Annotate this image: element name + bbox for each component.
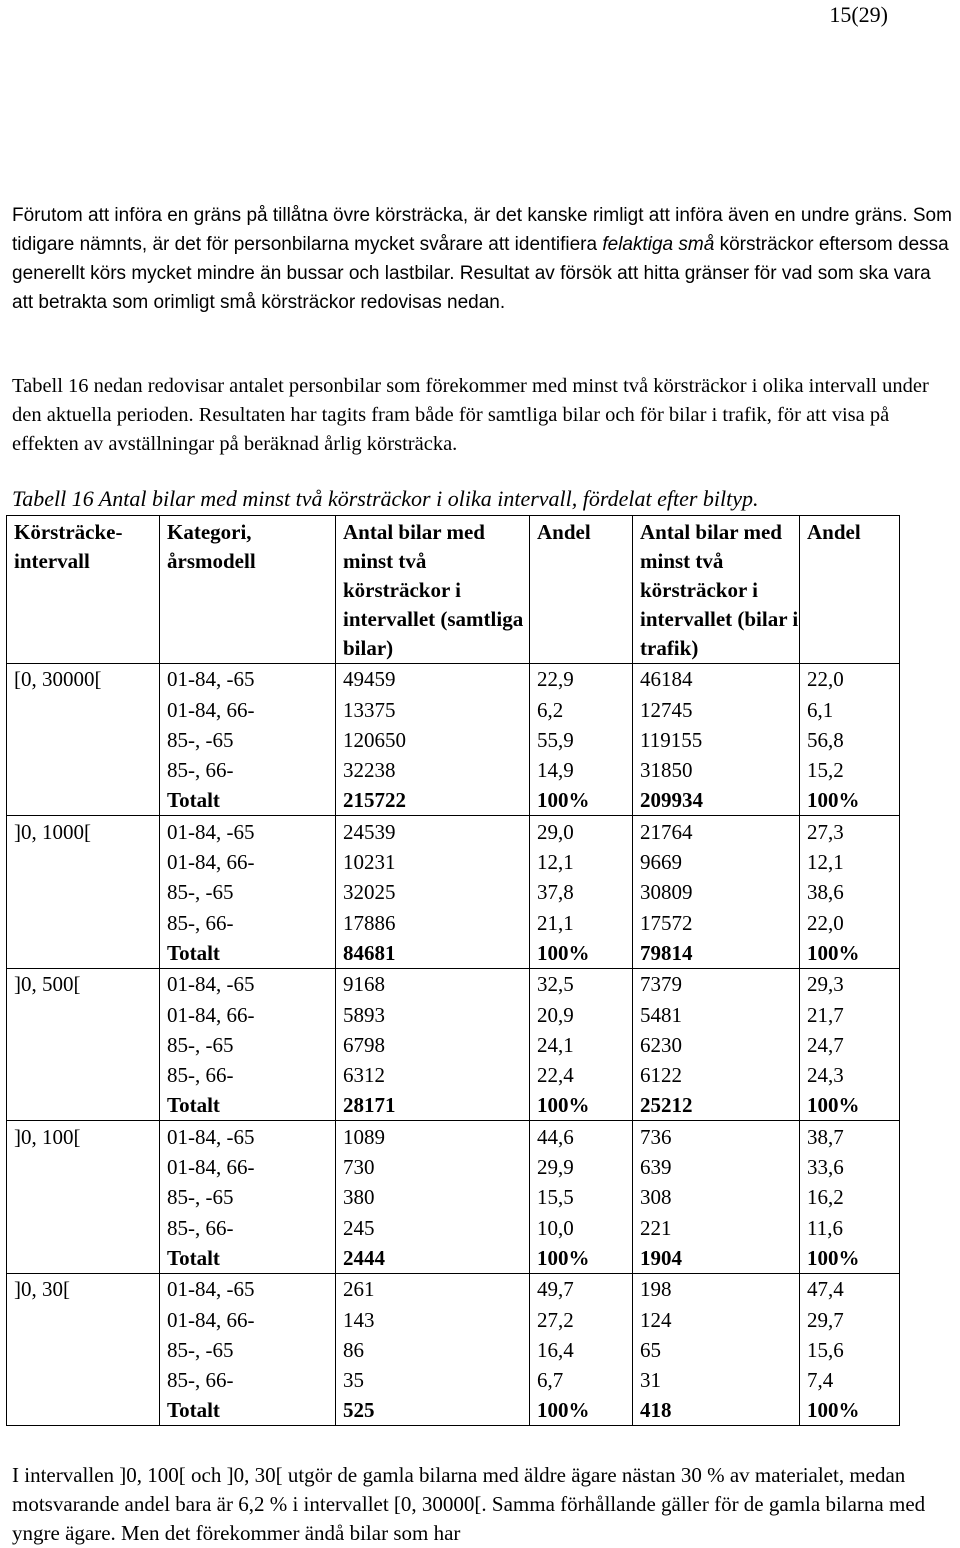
count-all-cell: 9168: [336, 968, 530, 999]
share-all-cell: 10,0: [530, 1212, 633, 1242]
count-traffic-cell: 7379: [633, 968, 800, 999]
category-cell: 85-, -65: [160, 1335, 336, 1365]
share-traffic-cell: 38,7: [800, 1121, 900, 1152]
interval-cell: [7, 1182, 160, 1212]
count-all-cell: 35: [336, 1365, 530, 1395]
interval-cell: [7, 1152, 160, 1182]
category-cell: 85-, -65: [160, 877, 336, 907]
category-cell: 85-, -65: [160, 1030, 336, 1060]
count-all-cell: 86: [336, 1335, 530, 1365]
count-traffic-cell: 6230: [633, 1030, 800, 1060]
share-all-cell: 44,6: [530, 1121, 633, 1152]
table-body: [7, 664, 900, 1426]
share-traffic-cell: 27,3: [800, 816, 900, 847]
interval-cell: ]0, 500[: [7, 968, 160, 999]
share-traffic-cell: 100%: [800, 938, 900, 969]
table-row: [7, 968, 900, 999]
share-traffic-cell: 100%: [800, 1243, 900, 1274]
count-traffic-cell: 308: [633, 1182, 800, 1212]
share-traffic-cell: 100%: [800, 1395, 900, 1426]
share-all-cell: 100%: [530, 1395, 633, 1426]
category-cell: 01-84, 66-: [160, 847, 336, 877]
intro-italic-text: felaktiga små: [602, 234, 715, 255]
count-all-cell: 525: [336, 1395, 530, 1426]
share-all-cell: 14,9: [530, 755, 633, 785]
table-description-paragraph: Tabell 16 nedan redovisar antalet personbilar som förekommer med minst två körsträckor i olika intervall under den aktuella perioden. Resultaten har tagits fram både för samtliga bilar och för bilar i trafik, för att visa på effekten av avställningar på beräknad årlig körsträcka.: [12, 375, 929, 455]
share-traffic-cell: 21,7: [800, 999, 900, 1029]
count-all-cell: 24539: [336, 816, 530, 847]
header-share-traffic: Andel: [800, 516, 900, 664]
table-row: [7, 938, 900, 969]
interval-cell: [7, 1030, 160, 1060]
share-all-cell: 55,9: [530, 725, 633, 755]
table-row: [7, 816, 900, 847]
table-row: [7, 1273, 900, 1304]
table-row: [7, 1121, 900, 1152]
intro-text-part2: körsträckor eftersom dessa generellt körs mycket mindre än bussar och lastbilar. Resultat av försök att hitta gränser för vad som ska vara att betrakta som orimligt små körsträckor redovisas nedan.: [12, 234, 949, 313]
share-all-cell: 29,0: [530, 816, 633, 847]
interval-cell: [7, 1365, 160, 1395]
share-all-cell: 100%: [530, 1243, 633, 1274]
count-traffic-cell: 17572: [633, 907, 800, 937]
interval-cell: [7, 938, 160, 969]
table-row: [7, 847, 900, 877]
table-caption: Tabell 16 Antal bilar med minst två körsträckor i olika intervall, fördelat efter biltyp.: [12, 486, 759, 511]
share-all-cell: 6,2: [530, 694, 633, 724]
interval-cell: [7, 847, 160, 877]
count-all-cell: 10231: [336, 847, 530, 877]
table-row: [7, 1212, 900, 1242]
share-traffic-cell: 6,1: [800, 694, 900, 724]
share-traffic-cell: 7,4: [800, 1365, 900, 1395]
interval-cell: [7, 725, 160, 755]
table-row: [7, 1060, 900, 1090]
category-cell: 01-84, 66-: [160, 999, 336, 1029]
count-all-cell: 261: [336, 1273, 530, 1304]
share-traffic-cell: 22,0: [800, 664, 900, 695]
table-row: [7, 1152, 900, 1182]
category-cell: Totalt: [160, 1395, 336, 1426]
table-row: [7, 907, 900, 937]
count-traffic-cell: 198: [633, 1273, 800, 1304]
category-cell: 01-84, -65: [160, 816, 336, 847]
count-traffic-cell: 124: [633, 1304, 800, 1334]
table-row: [7, 999, 900, 1029]
count-traffic-cell: 639: [633, 1152, 800, 1182]
count-traffic-cell: 46184: [633, 664, 800, 695]
category-cell: 85-, 66-: [160, 1365, 336, 1395]
share-traffic-cell: 100%: [800, 785, 900, 816]
count-traffic-cell: 79814: [633, 938, 800, 969]
share-all-cell: 100%: [530, 1090, 633, 1121]
share-traffic-cell: 100%: [800, 1090, 900, 1121]
category-cell: Totalt: [160, 938, 336, 969]
category-cell: 01-84, -65: [160, 968, 336, 999]
table-row: [7, 1335, 900, 1365]
count-all-cell: 49459: [336, 664, 530, 695]
table-row: [7, 755, 900, 785]
interval-cell: [7, 1243, 160, 1274]
intro-paragraph: [12, 201, 952, 317]
count-all-cell: 1089: [336, 1121, 530, 1152]
interval-cell: ]0, 30[: [7, 1273, 160, 1304]
count-traffic-cell: 65: [633, 1335, 800, 1365]
header-interval: Körsträcke-intervall: [7, 516, 160, 664]
intro-text-part1: Förutom att införa en gräns på tillåtna övre körsträcka, är det kanske rimligt att införa även en undre gräns. Som tidigare nämnts, är det för personbilarna mycket svårare att identifiera: [12, 205, 952, 255]
share-traffic-cell: 56,8: [800, 725, 900, 755]
share-all-cell: 22,4: [530, 1060, 633, 1090]
interval-cell: [7, 1212, 160, 1242]
count-all-cell: 6798: [336, 1030, 530, 1060]
share-traffic-cell: 15,2: [800, 755, 900, 785]
count-all-cell: 120650: [336, 725, 530, 755]
count-all-cell: 13375: [336, 694, 530, 724]
interval-cell: [0, 30000[: [7, 664, 160, 695]
category-cell: 01-84, 66-: [160, 1304, 336, 1334]
share-all-cell: 32,5: [530, 968, 633, 999]
table-row: [7, 1030, 900, 1060]
count-traffic-cell: 736: [633, 1121, 800, 1152]
category-cell: 01-84, 66-: [160, 694, 336, 724]
interval-cell: [7, 785, 160, 816]
count-traffic-cell: 21764: [633, 816, 800, 847]
interval-cell: ]0, 100[: [7, 1121, 160, 1152]
share-all-cell: 100%: [530, 938, 633, 969]
count-traffic-cell: 31: [633, 1365, 800, 1395]
table-row: [7, 877, 900, 907]
category-cell: Totalt: [160, 785, 336, 816]
count-all-cell: 32025: [336, 877, 530, 907]
share-all-cell: 6,7: [530, 1365, 633, 1395]
category-cell: 01-84, 66-: [160, 1152, 336, 1182]
count-traffic-cell: 6122: [633, 1060, 800, 1090]
count-traffic-cell: 221: [633, 1212, 800, 1242]
count-traffic-cell: 9669: [633, 847, 800, 877]
share-all-cell: 22,9: [530, 664, 633, 695]
count-traffic-cell: 119155: [633, 725, 800, 755]
count-all-cell: 730: [336, 1152, 530, 1182]
category-cell: Totalt: [160, 1243, 336, 1274]
count-all-cell: 2444: [336, 1243, 530, 1274]
header-share-all: Andel: [530, 516, 633, 664]
share-all-cell: 20,9: [530, 999, 633, 1029]
count-all-cell: 245: [336, 1212, 530, 1242]
share-traffic-cell: 12,1: [800, 847, 900, 877]
count-all-cell: 380: [336, 1182, 530, 1212]
interval-cell: [7, 755, 160, 785]
category-cell: 01-84, -65: [160, 1273, 336, 1304]
count-traffic-cell: 1904: [633, 1243, 800, 1274]
share-all-cell: 12,1: [530, 847, 633, 877]
share-traffic-cell: 11,6: [800, 1212, 900, 1242]
interval-cell: [7, 1395, 160, 1426]
table-row: [7, 1182, 900, 1212]
category-cell: 85-, 66-: [160, 1060, 336, 1090]
count-all-cell: 143: [336, 1304, 530, 1334]
interval-cell: [7, 1335, 160, 1365]
bottom-paragraph: I intervallen ]0, 100[ och ]0, 30[ utgör de gamla bilarna med äldre ägare nästan 30 % av materialet, medan motsvarande andel bara är 6,2 % i intervallet [0, 30000[. Samma förhållande gäller för de gamla bilarna med yngre ägare. Men det förekommer ändå bilar som har: [12, 1463, 926, 1545]
table-row: [7, 1243, 900, 1274]
count-traffic-cell: 209934: [633, 785, 800, 816]
share-traffic-cell: 29,3: [800, 968, 900, 999]
interval-cell: [7, 999, 160, 1029]
share-traffic-cell: 15,6: [800, 1335, 900, 1365]
share-all-cell: 15,5: [530, 1182, 633, 1212]
table-row: [7, 1304, 900, 1334]
share-all-cell: 27,2: [530, 1304, 633, 1334]
table-row: [7, 694, 900, 724]
count-all-cell: 17886: [336, 907, 530, 937]
share-all-cell: 49,7: [530, 1273, 633, 1304]
share-traffic-cell: 22,0: [800, 907, 900, 937]
share-all-cell: 37,8: [530, 877, 633, 907]
category-cell: 01-84, -65: [160, 664, 336, 695]
share-traffic-cell: 33,6: [800, 1152, 900, 1182]
share-all-cell: 24,1: [530, 1030, 633, 1060]
page-number: 15(29): [829, 2, 888, 27]
share-traffic-cell: 16,2: [800, 1182, 900, 1212]
header-count-all: Antal bilar med minst två körsträckor i intervallet (samtliga bilar): [336, 516, 530, 664]
share-all-cell: 21,1: [530, 907, 633, 937]
table-row: [7, 725, 900, 755]
share-all-cell: 29,9: [530, 1152, 633, 1182]
count-all-cell: 5893: [336, 999, 530, 1029]
mileage-interval-table: [6, 515, 900, 1426]
count-traffic-cell: 25212: [633, 1090, 800, 1121]
category-cell: 85-, 66-: [160, 755, 336, 785]
share-all-cell: 100%: [530, 785, 633, 816]
table-row: [7, 1090, 900, 1121]
category-cell: 01-84, -65: [160, 1121, 336, 1152]
category-cell: 85-, 66-: [160, 1212, 336, 1242]
table-row: [7, 664, 900, 695]
category-cell: Totalt: [160, 1090, 336, 1121]
interval-cell: [7, 1304, 160, 1334]
table-row: [7, 785, 900, 816]
interval-cell: [7, 907, 160, 937]
share-traffic-cell: 24,3: [800, 1060, 900, 1090]
count-all-cell: 84681: [336, 938, 530, 969]
share-traffic-cell: 29,7: [800, 1304, 900, 1334]
category-cell: 85-, 66-: [160, 907, 336, 937]
count-traffic-cell: 5481: [633, 999, 800, 1029]
interval-cell: [7, 1090, 160, 1121]
category-cell: 85-, -65: [160, 1182, 336, 1212]
count-all-cell: 215722: [336, 785, 530, 816]
header-category: Kategori, årsmodell: [160, 516, 336, 664]
interval-cell: [7, 694, 160, 724]
count-all-cell: 32238: [336, 755, 530, 785]
table-header-row: [7, 516, 900, 664]
share-traffic-cell: 24,7: [800, 1030, 900, 1060]
interval-cell: [7, 1060, 160, 1090]
count-all-cell: 6312: [336, 1060, 530, 1090]
count-traffic-cell: 12745: [633, 694, 800, 724]
count-traffic-cell: 418: [633, 1395, 800, 1426]
interval-cell: ]0, 1000[: [7, 816, 160, 847]
count-traffic-cell: 31850: [633, 755, 800, 785]
category-cell: 85-, -65: [160, 725, 336, 755]
share-traffic-cell: 38,6: [800, 877, 900, 907]
count-traffic-cell: 30809: [633, 877, 800, 907]
share-all-cell: 16,4: [530, 1335, 633, 1365]
table-row: [7, 1395, 900, 1426]
count-all-cell: 28171: [336, 1090, 530, 1121]
interval-cell: [7, 877, 160, 907]
share-traffic-cell: 47,4: [800, 1273, 900, 1304]
table-row: [7, 1365, 900, 1395]
header-count-traffic: Antal bilar med minst två körsträckor i intervallet (bilar i trafik): [633, 516, 800, 664]
